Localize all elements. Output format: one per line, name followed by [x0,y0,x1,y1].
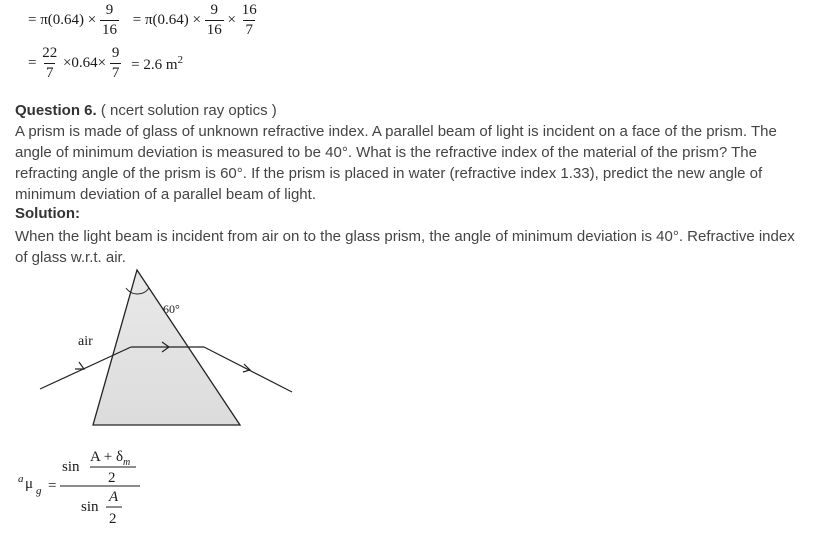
fraction-numerator: 16 [241,2,257,18]
fraction-numerator: 22 [42,45,58,61]
fraction-numerator: 9 [111,45,120,61]
result-value: = 2.6 m [131,56,178,73]
apex-angle-label: 60° [163,302,180,316]
result-exponent: 2 [177,53,184,66]
solution-label: Solution: [15,205,80,222]
emergent-ray [204,347,292,392]
fraction-numerator: 9 [105,2,114,18]
prism-diagram [30,268,300,430]
fraction-denominator: 16 [101,22,117,38]
fraction-denominator: 7 [245,22,253,38]
formula-mu: μ [25,476,34,492]
fraction-denominator: 16 [206,22,222,38]
math-term: = π(0.64) × [28,12,97,28]
bottom-numerator: A [109,489,119,505]
math-term: ×0.64× [62,55,107,71]
fraction [240,2,259,39]
math-line-2 [28,45,183,82]
question-heading [15,100,277,121]
fraction-numerator: 9 [210,2,218,18]
top-numerator-subscript: m [123,457,131,468]
fraction-denominator: 7 [111,65,120,81]
math-operator: × [227,12,236,28]
air-label: air [78,334,93,349]
math-line-1 [28,2,259,39]
top-numerator [90,449,130,468]
formula-equals: = [48,478,57,494]
bottom-denominator: 2 [109,511,117,527]
formula-superscript: a [18,473,24,485]
fraction [40,45,59,82]
refractive-index-formula [18,444,158,532]
fraction [205,2,224,39]
formula-subscript: g [36,485,42,497]
question-body: A prism is made of glass of unknown refractive index. A parallel beam of light is incident on a face of the prism. The angle of minimum deviation is measured to be 40°. What is the refractive index of the material of the prism? The refracting angle of the prism is 60°. If the prism is placed in water (refractive index 1.33), predict the new angle of minimum deviation of a parallel beam of light. [15,123,777,203]
sine-bottom: sin [81,499,99,515]
fraction [110,45,122,82]
math-operator: = [28,55,37,71]
question-label: Question 6. [15,102,97,119]
math-result [131,54,183,74]
fraction [100,2,119,39]
incident-arrow [75,362,84,369]
sine-top: sin [62,459,80,475]
top-denominator: 2 [108,470,116,486]
top-numerator-text: A + δ [90,449,124,465]
math-term: = π(0.64) × [132,12,201,28]
solution-body: When the light beam is incident from air on to the glass prism, the angle of minimum deviation is 40°. Refractive index of glass w.r.t. air. [15,228,795,266]
question-source: ( ncert solution ray optics ) [100,102,277,119]
fraction-denominator: 7 [45,65,54,81]
